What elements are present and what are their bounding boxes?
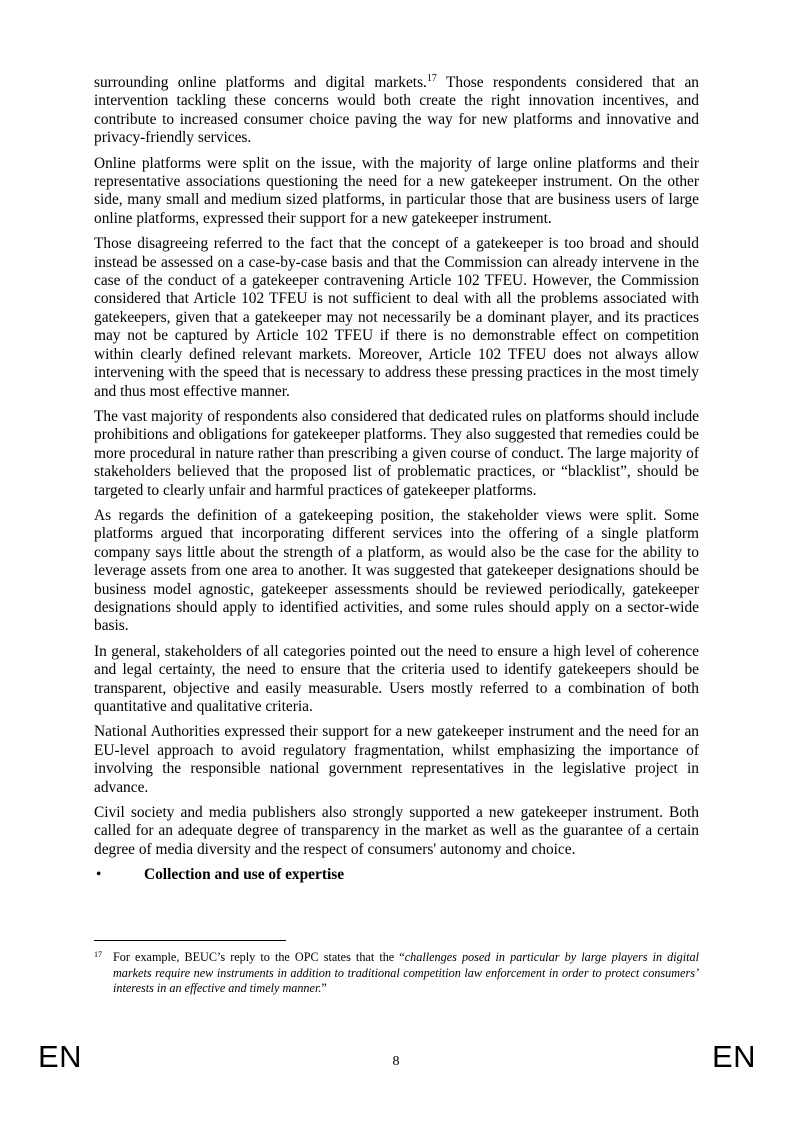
paragraph-7: National Authorities expressed their support for a new gatekeeper instrument and the need for an EU-level approach to avoid regulatory fragmentation, whilst emphasizing the importance of involving the responsible national government representatives in the legislative project in advance. [94, 723, 699, 796]
language-code-right: EN [712, 1039, 757, 1074]
paragraph-6: In general, stakeholders of all categories pointed out the need to ensure a high level of coherence and legal certainty, the need to ensure that the criteria used to identify gatekeepers should be transparent, objective and easily measurable. Users mostly referred to a combination of both quantitative and qualitative criteria. [94, 642, 699, 715]
paragraph-3: Those disagreeing referred to the fact that the concept of a gatekeeper is too broad and should instead be assessed on a case-by-case basis and that the Commission can already intervene in the case of the conduct of a gatekeeper contravening Article 102 TFEU. However, the Commission considered that Article 102 TFEU is not sufficient to deal with all the problems associated with gatekeepers, given that a gatekeeper may not necessarily be a dominant player, and its practices may not be captured by Article 102 TFEU if there is no demonstrable effect on competition within clearly defined relevant markets. Moreover, Article 102 TFEU does not always allow intervening with the speed that is necessary to address these pressing practices in the most timely and thus most effective manner. [94, 235, 699, 400]
paragraph-5: As regards the definition of a gatekeeping position, the stakeholder views were split. Some platforms argued that incorporating different services into the offering of a single platform company says little about the strength of a platform, as would also be the case for the ability to leverage assets from one area to another. It was suggested that gatekeeper designations should be business model agnostic, gatekeeper assessments should be reviewed periodically, gatekeeper designations should apply to identified activities, and some rules should apply on a sector-wide basis. [94, 506, 699, 635]
main-text [94, 74, 699, 885]
footnote-number: 17 [94, 950, 102, 959]
paragraph-1-lead: surrounding online platforms and digital markets. [94, 74, 427, 91]
bullet-icon: • [96, 866, 102, 884]
footnote-reference[interactable]: 17 [426, 72, 437, 84]
paragraph-1 [94, 74, 699, 148]
footnote-text [113, 950, 699, 997]
paragraph-1-rest: Those respondents considered that an intervention tackling these concerns would both create the right innovation incentives, and contribute to increased consumer choice paving the way for new platforms and innovative and privacy-friendly services. [94, 74, 699, 147]
paragraph-8: Civil society and media publishers also strongly supported a new gatekeeper instrument. Both called for an adequate degree of transparency in the market as well as the guarantee of a certain degree of media diversity and the respect of consumers' autonomy and choice. [94, 804, 699, 858]
footnote-lead: For example, BEUC’s reply to the OPC states that the “ [113, 950, 405, 964]
paragraph-2: Online platforms were split on the issue, with the majority of large online platforms and their representative associations questioning the need for a new gatekeeper instrument. On the other side, many small and medium sized platforms, in particular those that are business users of large online platforms, expressed their support for a new gatekeeper instrument. [94, 154, 699, 227]
footnote [94, 950, 699, 997]
section-heading: Collection and use of expertise [144, 866, 345, 884]
language-code-left: EN [38, 1039, 83, 1074]
footnote-divider [94, 940, 286, 941]
footnote-tail: ” [321, 981, 327, 995]
page-number: 8 [392, 1054, 400, 1069]
paragraph-4: The vast majority of respondents also considered that dedicated rules on platforms should include prohibitions and obligations for gatekeeper platforms. They also suggested that remedies could be more procedural in nature rather than prescribing a given course of conduct. The large majority of stakeholders believed that the proposed list of problematic practices, or “blacklist”, should be targeted to clearly unfair and harmful practices of gatekeeper platforms. [94, 407, 699, 499]
footnote-quote: challenges posed in particular by large players in digital markets require new instruments in addition to traditional competition law enforcement in order to protect consumers’ interests in an effective and timely manner. [113, 950, 700, 995]
section-bullet [94, 866, 699, 884]
